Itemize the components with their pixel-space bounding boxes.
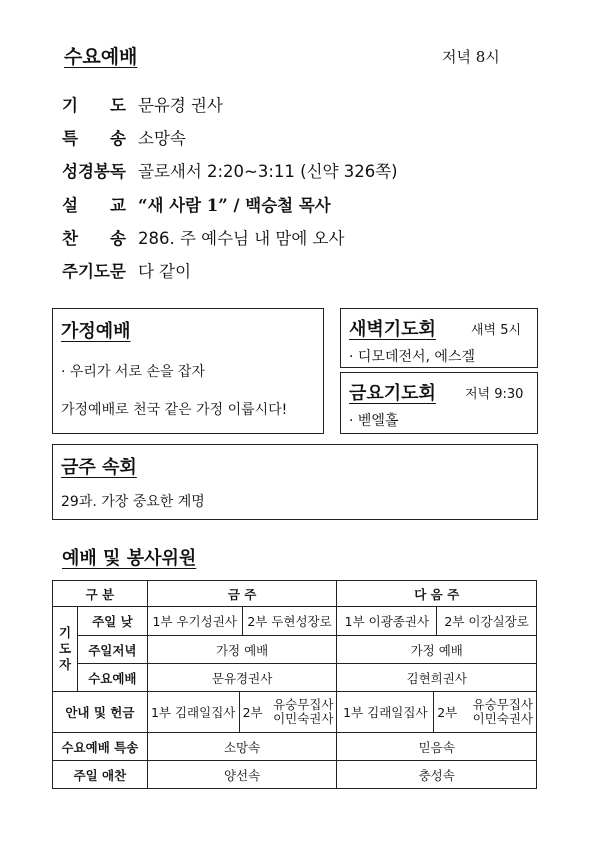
next-week-value: 가정 예배 — [337, 636, 537, 664]
program-value: “새 사람 1” / 백승철 목사 — [138, 196, 331, 215]
program-row-prayer — [62, 92, 223, 116]
row-label: 주일 애찬 — [53, 761, 148, 789]
next-week-2nd-b: 이민숙권사 — [472, 711, 534, 726]
cell-meeting-box — [52, 444, 538, 520]
program-label: 기 도 — [62, 96, 126, 115]
family-worship-title: 가정예배 — [61, 321, 131, 342]
cell-meeting-lesson: 29과. 가장 중요한 계명 — [61, 494, 205, 510]
table-row — [53, 692, 537, 733]
this-week-value: 소망속 — [147, 733, 337, 761]
this-week-value: 문유경권사 — [147, 664, 337, 692]
program-value: 골로새서 2:20~3:11 (신약 326쪽) — [138, 162, 398, 181]
row-label: 안내 및 헌금 — [53, 692, 148, 733]
friday-prayer-location: · 벧엘홀 — [349, 413, 399, 429]
program-label: 특 송 — [62, 129, 126, 148]
next-week-2nd-a: 유숭무집사 — [472, 697, 534, 712]
program-row-lords-prayer — [62, 258, 191, 282]
part-label: 2부 — [437, 705, 458, 720]
next-week-value: 김현희권사 — [337, 664, 537, 692]
table-row — [53, 664, 537, 692]
friday-prayer-time: 저녁 9:30 — [465, 387, 524, 402]
dawn-prayer-text: · 디모데전서, 에스겔 — [349, 349, 475, 365]
this-week-2nd: 2부 두현성장로 — [242, 607, 337, 635]
next-week-value: 충성속 — [337, 761, 537, 789]
cell-meeting-title: 금주 속회 — [61, 457, 137, 478]
program-value: 다 같이 — [138, 262, 192, 281]
next-week-1st: 1부 김래일집사 — [343, 705, 428, 720]
next-week-2nd: 2부 이강실장로 — [436, 607, 536, 635]
row-label: 수요예배 특송 — [53, 733, 148, 761]
table-row — [53, 733, 537, 761]
table-header-row — [53, 581, 537, 607]
program-label: 주기도문 — [62, 262, 126, 281]
staff-table — [52, 580, 537, 789]
next-week-1st: 1부 이광종권사 — [344, 614, 430, 629]
family-worship-message: 가정예배로 천국 같은 가정 이룹시다! — [61, 402, 288, 418]
this-week-1st: 1부 우기성권사 — [152, 614, 237, 629]
this-week-2nd-b: 이민숙권사 — [273, 711, 334, 726]
page-title: 수요예배 — [64, 46, 138, 68]
friday-prayer-title: 금요기도회 — [349, 383, 436, 404]
dawn-prayer-time: 새벽 5시 — [471, 323, 522, 338]
dawn-prayer-box — [340, 308, 538, 368]
program-label: 성경봉독 — [62, 162, 126, 181]
program-row-hymn — [62, 225, 344, 249]
program-label: 설 교 — [62, 196, 126, 215]
prayer-group-label: 기도자 — [53, 607, 78, 692]
dawn-prayer-title: 새벽기도회 — [349, 319, 436, 340]
program-row-sermon — [62, 192, 331, 216]
service-time: 저녁 8시 — [442, 48, 500, 66]
program-row-scripture — [62, 158, 398, 182]
row-label: 주일 낮 — [77, 607, 147, 636]
table-row — [53, 607, 537, 636]
this-week-value: 양선속 — [147, 761, 337, 789]
table-row — [53, 761, 537, 789]
row-label: 수요예배 — [77, 664, 147, 692]
part-label: 2부 — [242, 705, 263, 720]
this-week-1st: 1부 김래일집사 — [150, 705, 236, 720]
friday-prayer-box — [340, 372, 538, 434]
family-worship-hymn: · 우리가 서로 손을 잡자 — [61, 364, 205, 380]
program-row-special-song — [62, 125, 186, 149]
program-value: 소망속 — [138, 129, 186, 148]
program-value: 문유경 권사 — [138, 96, 223, 115]
header-next-week: 다 음 주 — [337, 581, 537, 607]
header-category: 구 분 — [53, 581, 148, 607]
table-row — [53, 636, 537, 664]
row-label: 주일저녁 — [77, 636, 147, 664]
next-week-value: 믿음속 — [337, 733, 537, 761]
this-week-value: 가정 예배 — [147, 636, 337, 664]
program-label: 찬 송 — [62, 229, 126, 248]
staff-section-title: 예배 및 봉사위원 — [62, 548, 197, 569]
this-week-2nd-a: 유숭무집사 — [273, 697, 334, 712]
program-value: 286. 주 예수님 내 맘에 오사 — [138, 229, 345, 248]
family-worship-box — [52, 308, 324, 434]
header-this-week: 금 주 — [147, 581, 337, 607]
